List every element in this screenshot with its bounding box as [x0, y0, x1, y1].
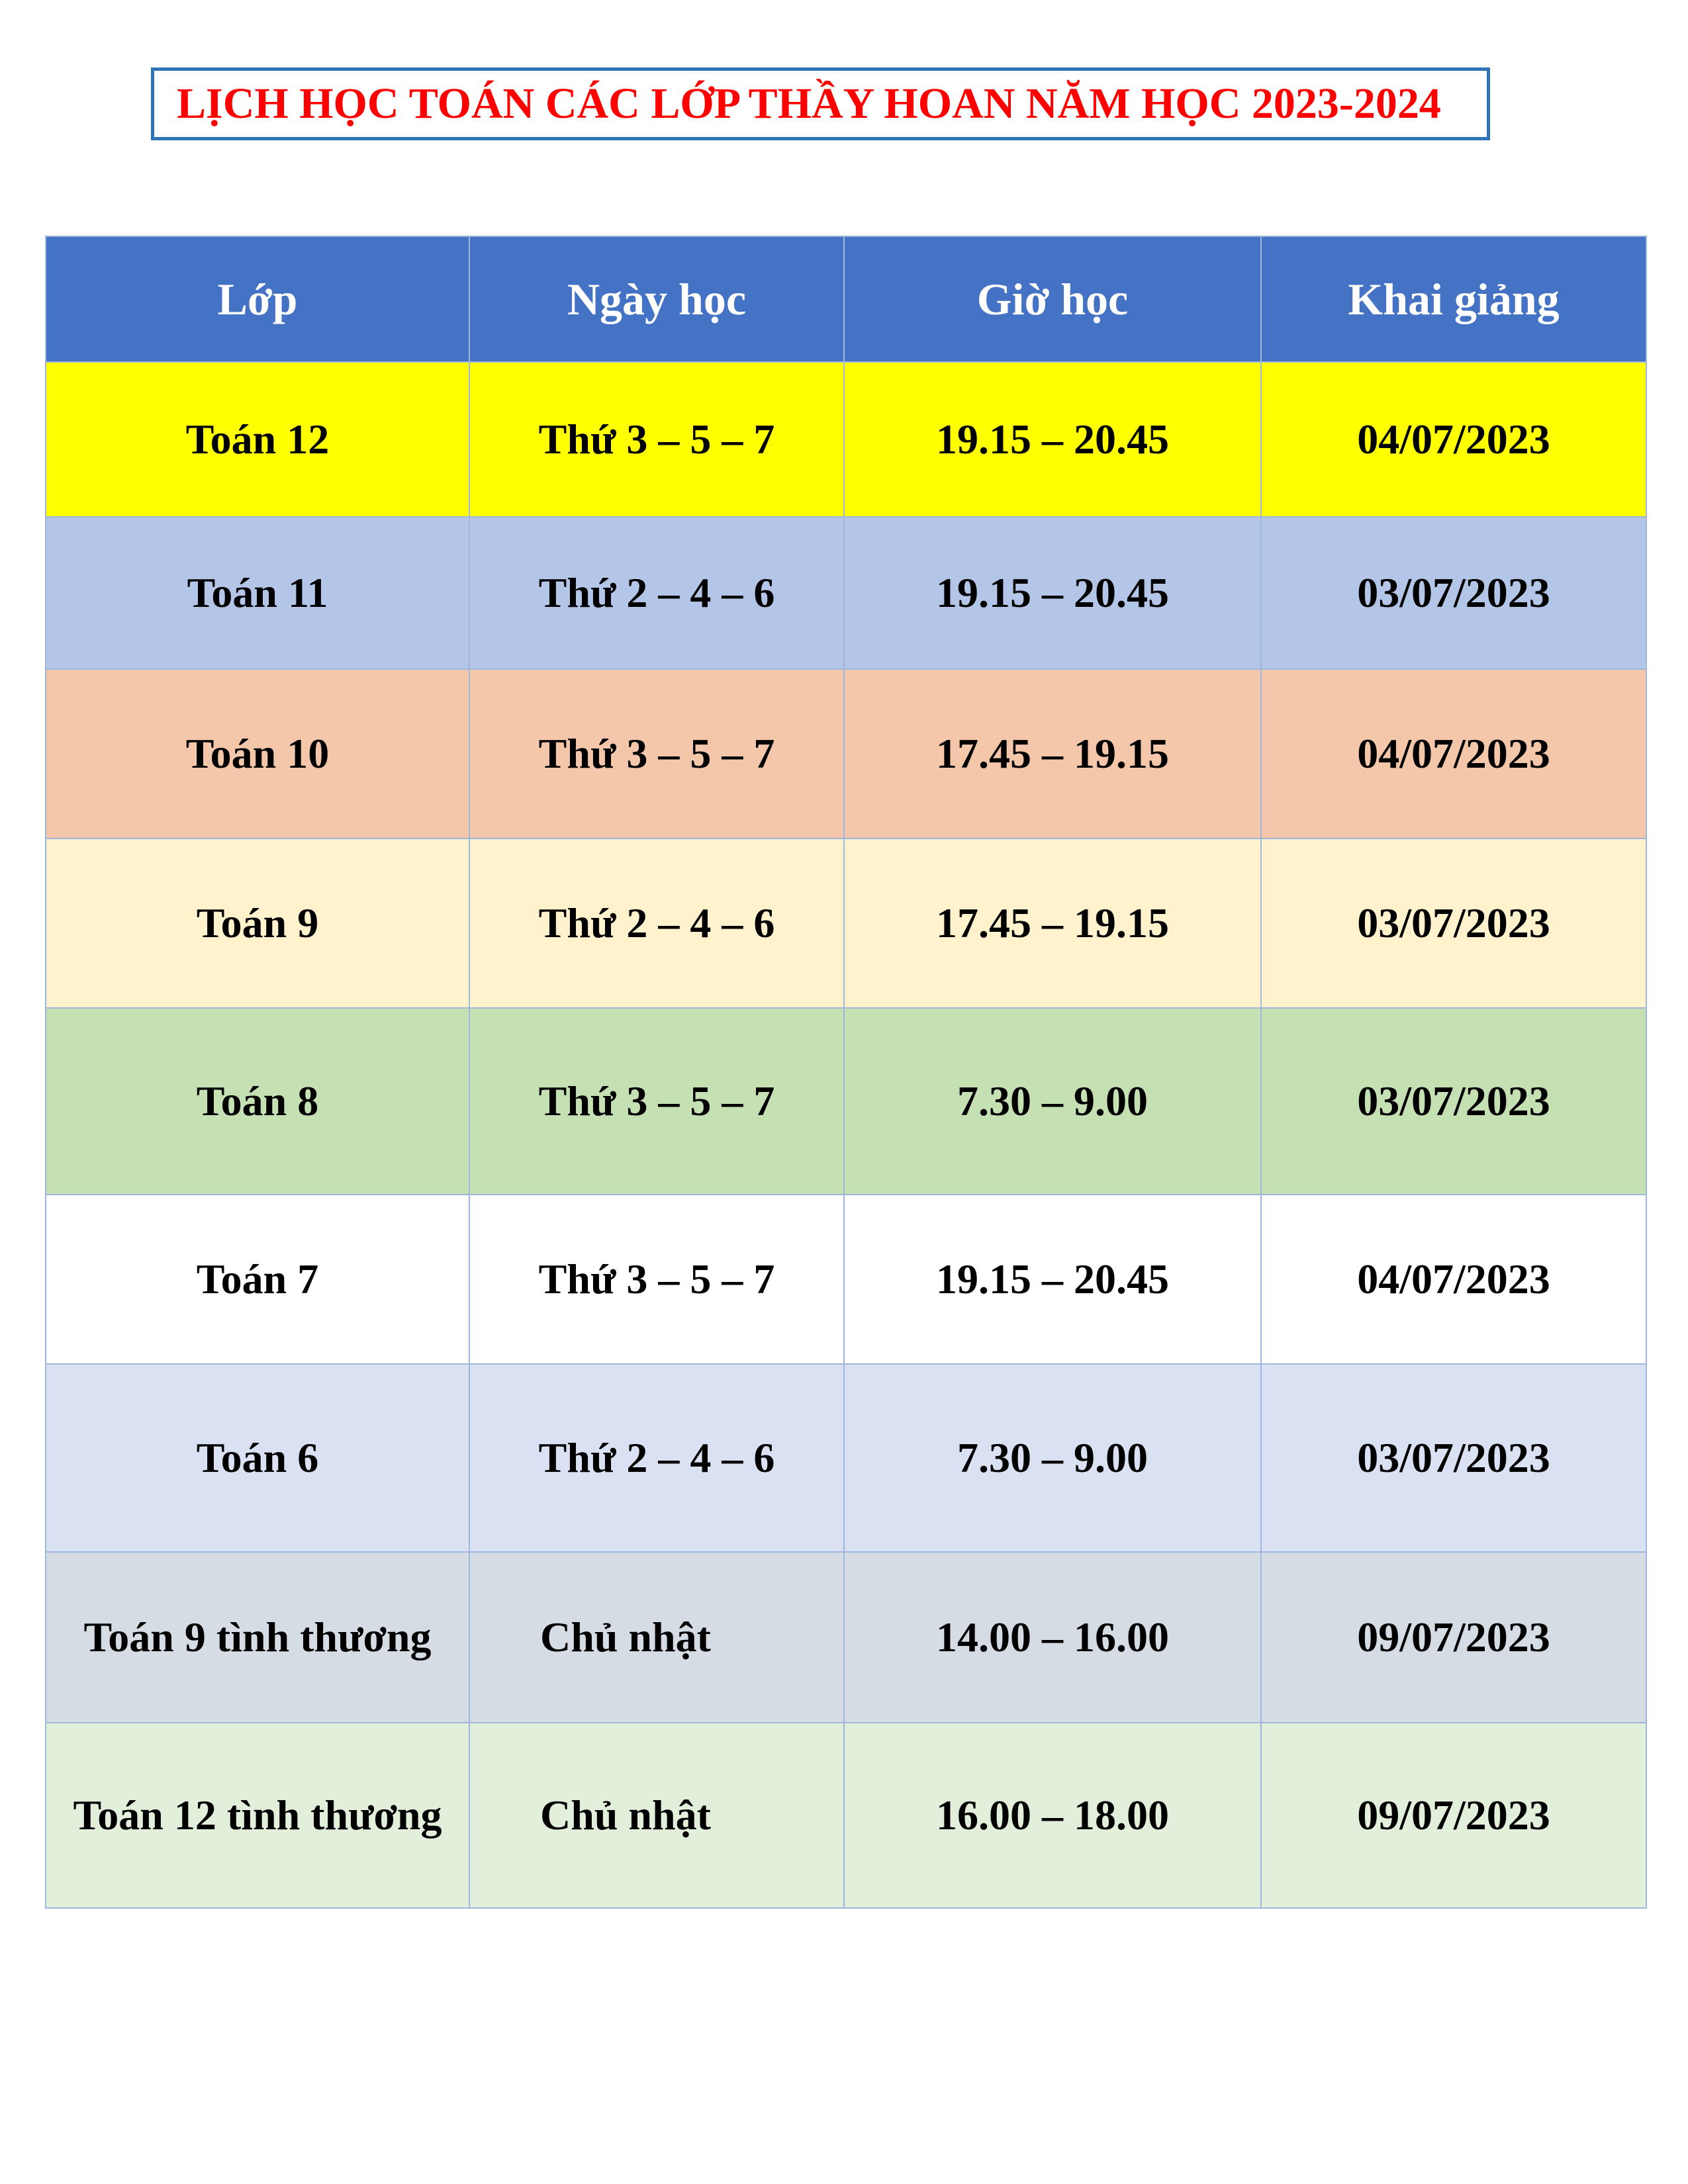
class-cell: Toán 6	[46, 1364, 469, 1552]
class-cell: Toán 7	[46, 1195, 469, 1364]
schedule-table	[45, 236, 1647, 1909]
time-cell: 17.45 – 19.15	[844, 669, 1261, 839]
table-row	[46, 1195, 1646, 1364]
time-cell: 7.30 – 9.00	[844, 1364, 1261, 1552]
time-cell: 14.00 – 16.00	[844, 1552, 1261, 1723]
table-row	[46, 362, 1646, 517]
header-time: Giờ học	[844, 236, 1261, 362]
start-date-cell: 03/07/2023	[1261, 1364, 1646, 1552]
table-row	[46, 839, 1646, 1008]
page-title-box	[151, 68, 1490, 140]
table-header-row	[46, 236, 1646, 362]
class-cell: Toán 9	[46, 839, 469, 1008]
table-row	[46, 1723, 1646, 1908]
time-cell: 16.00 – 18.00	[844, 1723, 1261, 1908]
day-cell: Thứ 2 – 4 – 6	[469, 1364, 844, 1552]
class-cell: Toán 12	[46, 362, 469, 517]
header-day: Ngày học	[469, 236, 844, 362]
table-row	[46, 1552, 1646, 1723]
time-cell: 7.30 – 9.00	[844, 1008, 1261, 1195]
start-date-cell: 03/07/2023	[1261, 517, 1646, 669]
day-cell: Thứ 3 – 5 – 7	[469, 1195, 844, 1364]
day-cell: Thứ 3 – 5 – 7	[469, 362, 844, 517]
start-date-cell: 03/07/2023	[1261, 1008, 1646, 1195]
start-date-cell: 04/07/2023	[1261, 669, 1646, 839]
time-cell: 19.15 – 20.45	[844, 517, 1261, 669]
time-cell: 19.15 – 20.45	[844, 362, 1261, 517]
start-date-cell: 03/07/2023	[1261, 839, 1646, 1008]
table-row	[46, 1008, 1646, 1195]
header-class: Lớp	[46, 236, 469, 362]
class-cell: Toán 10	[46, 669, 469, 839]
class-cell: Toán 9 tình thương	[46, 1552, 469, 1723]
day-cell: Chủ nhật	[469, 1552, 844, 1723]
start-date-cell: 04/07/2023	[1261, 1195, 1646, 1364]
table-row	[46, 669, 1646, 839]
day-cell: Thứ 3 – 5 – 7	[469, 669, 844, 839]
header-start-date: Khai giảng	[1261, 236, 1646, 362]
time-cell: 19.15 – 20.45	[844, 1195, 1261, 1364]
start-date-cell: 04/07/2023	[1261, 362, 1646, 517]
day-cell: Thứ 2 – 4 – 6	[469, 839, 844, 1008]
time-cell: 17.45 – 19.15	[844, 839, 1261, 1008]
class-cell: Toán 8	[46, 1008, 469, 1195]
page-title: LỊCH HỌC TOÁN CÁC LỚP THẦY HOAN NĂM HỌC 2023-2024	[177, 79, 1441, 128]
class-cell: Toán 12 tình thương	[46, 1723, 469, 1908]
table-row	[46, 517, 1646, 669]
start-date-cell: 09/07/2023	[1261, 1723, 1646, 1908]
day-cell: Thứ 2 – 4 – 6	[469, 517, 844, 669]
day-cell: Chủ nhật	[469, 1723, 844, 1908]
class-cell: Toán 11	[46, 517, 469, 669]
day-cell: Thứ 3 – 5 – 7	[469, 1008, 844, 1195]
table-row	[46, 1364, 1646, 1552]
start-date-cell: 09/07/2023	[1261, 1552, 1646, 1723]
